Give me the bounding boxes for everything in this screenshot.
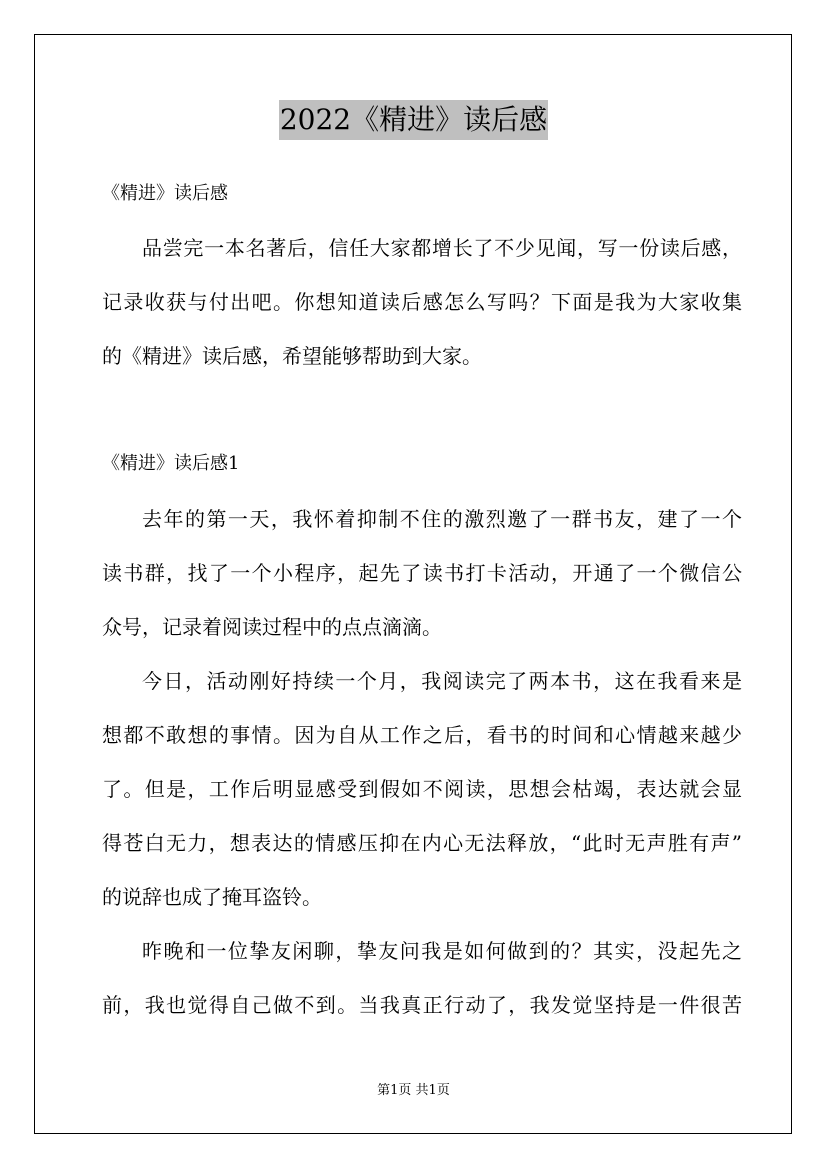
- para2-line-4: 得苍白无力，想表达的情感压抑在内心无法释放，“此时无声胜有声”: [102, 831, 742, 855]
- title-container: [0, 100, 827, 140]
- para2-line-2: 想都不敢想的事情。因为自从工作之后，看书的时间和心情越来越少: [102, 723, 742, 747]
- intro-line-2: 记录收获与付出吧。你想知道读后感怎么写吗？下面是我为大家收集: [102, 290, 742, 314]
- para3-line-2: 前，我也觉得自己做不到。当我真正行动了，我发觉坚持是一件很苦: [102, 993, 742, 1017]
- para1-line-2: 读书群，找了一个小程序，起先了读书打卡活动，开通了一个微信公: [102, 561, 742, 585]
- subheading: 《精进》读后感: [102, 183, 228, 204]
- para1-line-1: 去年的第一天，我怀着抑制不住的激烈邀了一群书友，建了一个: [142, 507, 742, 531]
- intro-line-1: 品尝完一本名著后，信任大家都增长了不少见闻，写一份读后感，: [142, 236, 742, 260]
- para2-line-3: 了。但是，工作后明显感受到假如不阅读，思想会枯竭，表达就会显: [102, 777, 742, 801]
- para1-line-3: 众号，记录着阅读过程中的点点滴滴。: [102, 615, 442, 639]
- para2-line-1: 今日，活动刚好持续一个月，我阅读完了两本书，这在我看来是: [142, 669, 742, 693]
- document-title: 2022《精进》读后感: [279, 100, 548, 140]
- intro-line-3: 的《精进》读后感，希望能够帮助到大家。: [102, 344, 482, 368]
- section1-heading: 《精进》读后感1: [102, 453, 240, 474]
- para3-line-1: 昨晚和一位挚友闲聊，挚友问我是如何做到的？其实，没起先之: [142, 939, 742, 963]
- para2-line-5: 的说辞也成了掩耳盗铃。: [102, 885, 322, 909]
- page-footer: 第1页 共1页: [377, 1083, 450, 1098]
